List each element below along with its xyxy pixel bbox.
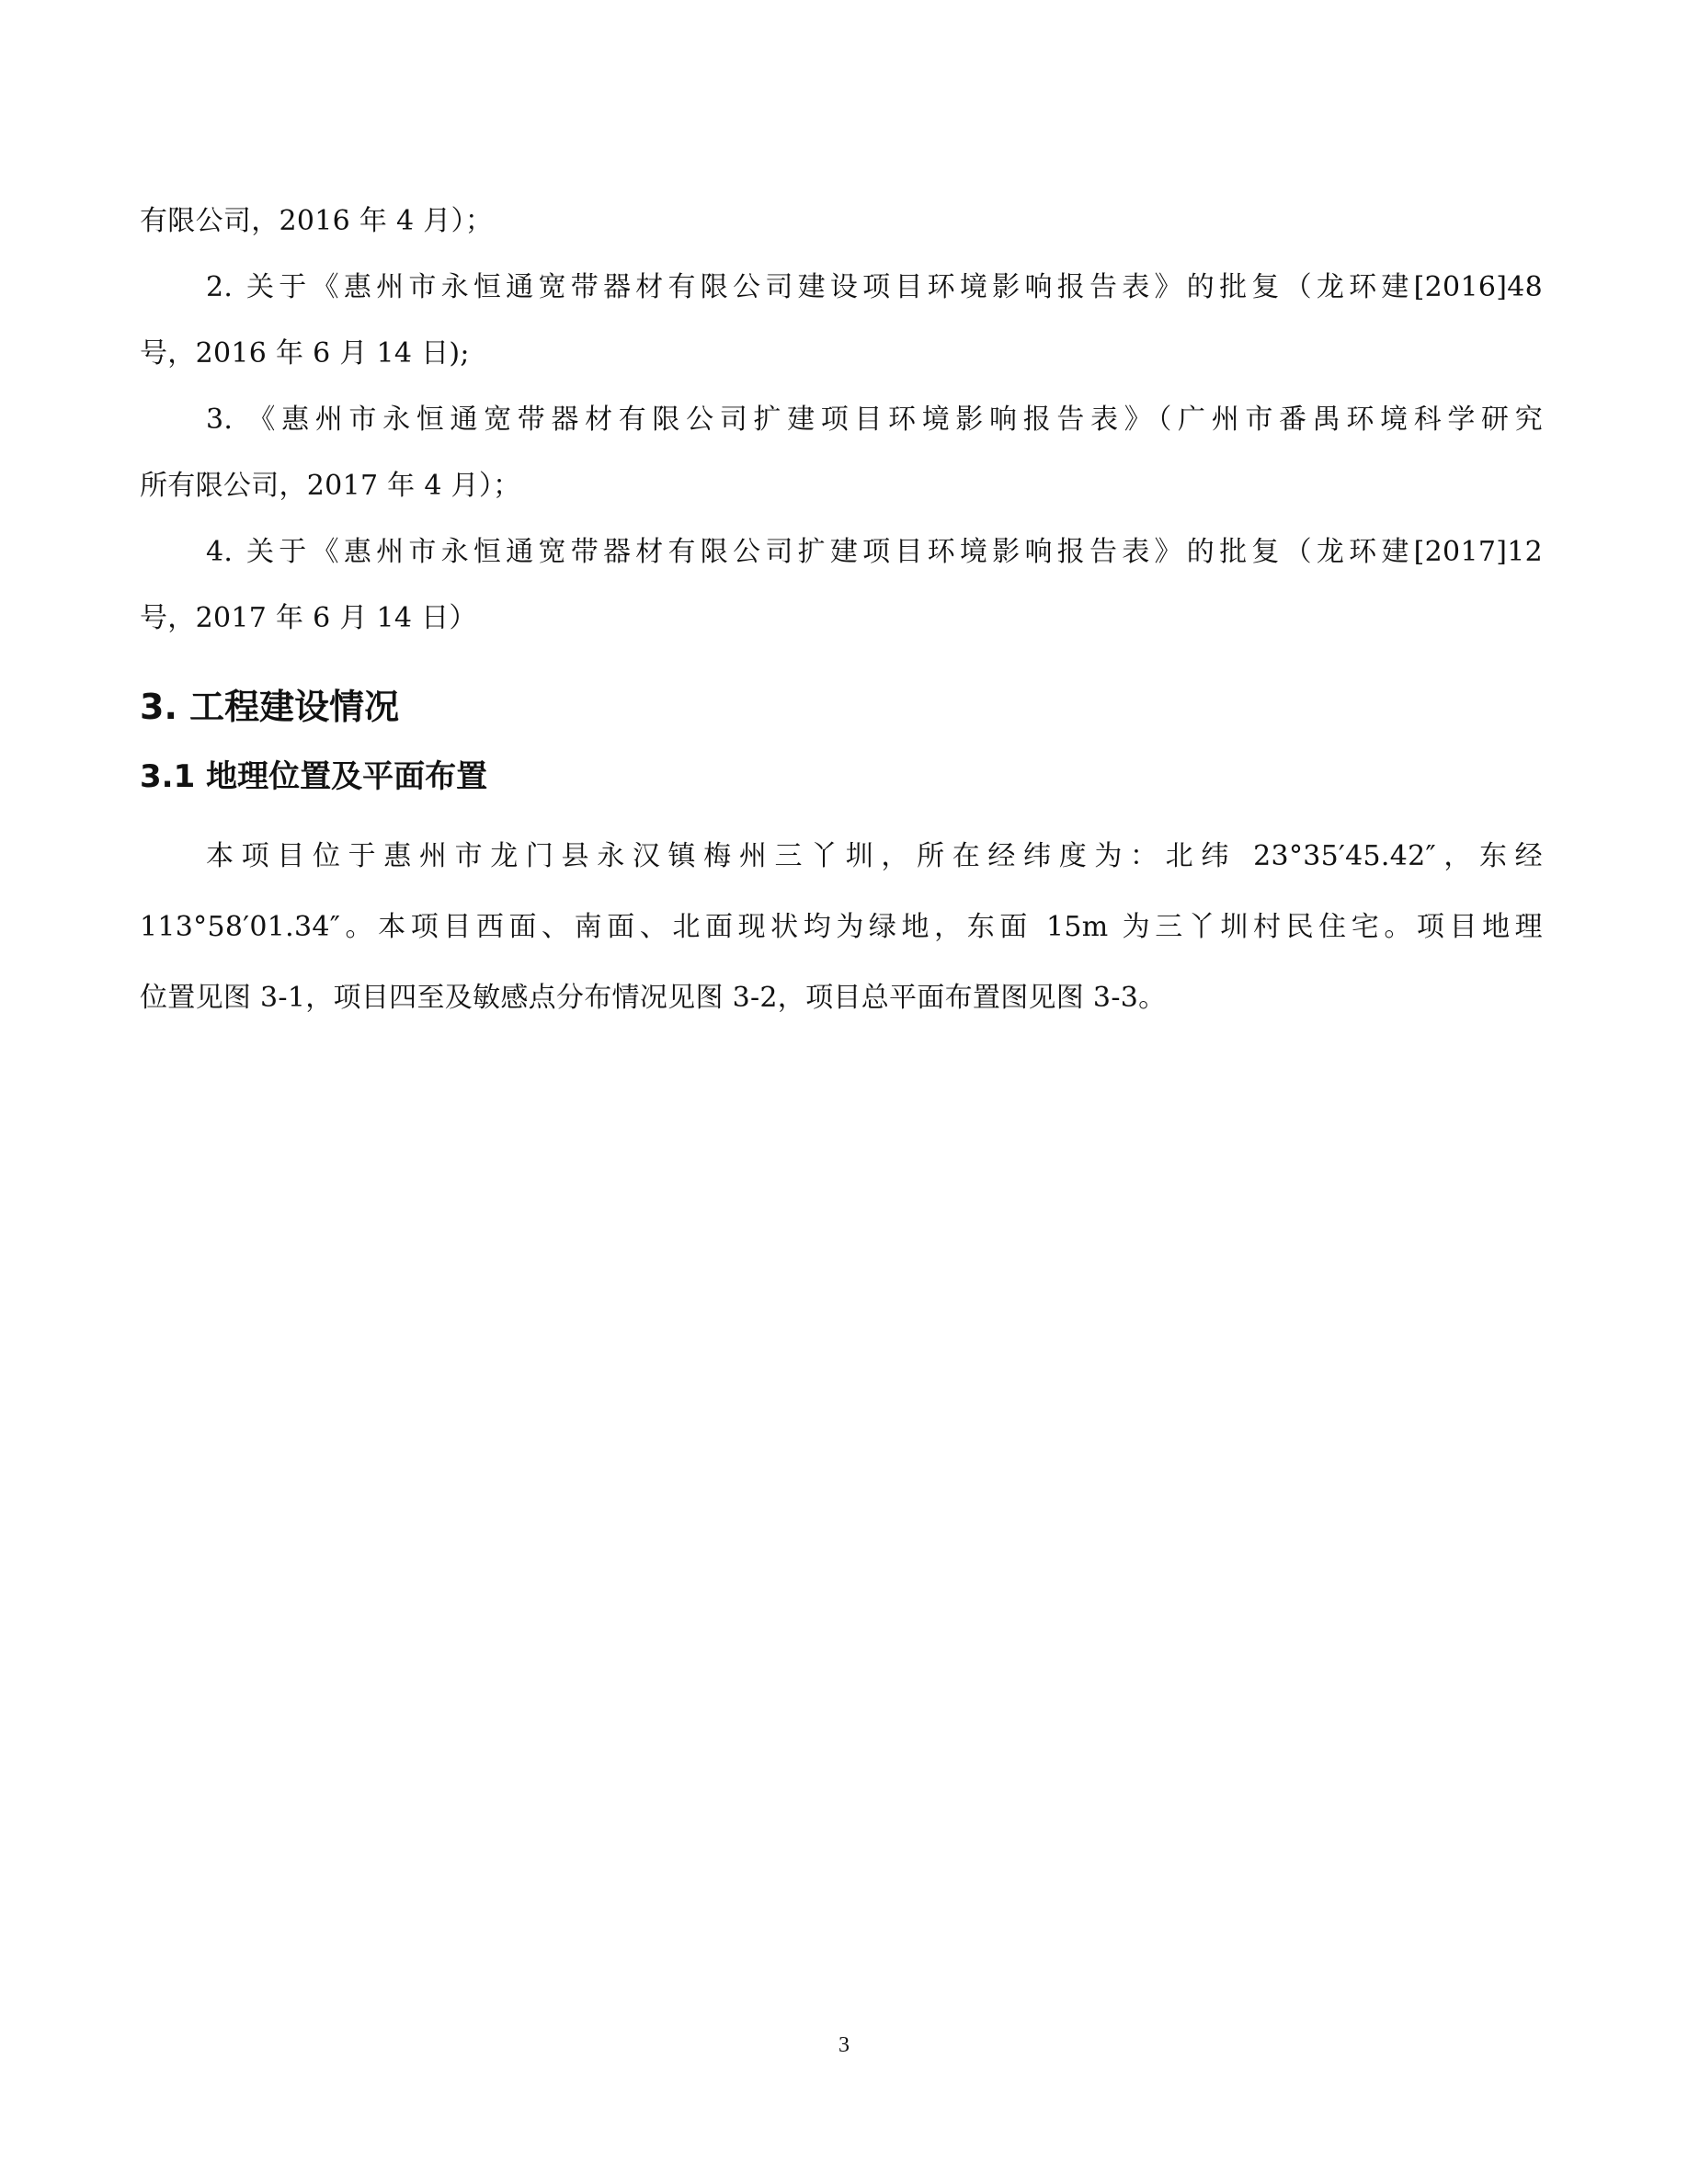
section-heading: 3. 工程建设情况 [140,687,400,727]
page-content [140,188,1543,1033]
paragraph-line-2: 113°58′01.34″。本项目西面、南面、北面现状均为绿地，东面 15m 为三丫圳村民住宅。项目地理 [140,911,1543,943]
paragraph-line-3: 位置见图 3-1，项目四至及敏感点分布情况见图 3-2，项目总平面布置图见图 3-3。 [140,982,1167,1014]
location-paragraph [140,821,1543,1033]
reference-item-2-line-1: 2. 关于《惠州市永恒通宽带器材有限公司建设项目环境影响报告表》的批复（龙环建[2016]48 [206,271,1543,303]
reference-item-4-line-1: 4. 关于《惠州市永恒通宽带器材有限公司扩建项目环境影响报告表》的批复（龙环建[2017]12 [206,536,1543,568]
reference-item-4-line-2: 号，2017 年 6 月 14 日） [140,602,477,634]
page-number: 3 [838,2033,850,2057]
reference-item-2-line-2: 号，2016 年 6 月 14 日); [140,337,470,370]
reference-continuation: 有限公司，2016 年 4 月）； [140,205,494,237]
paragraph-line-1: 本项目位于惠州市龙门县永汉镇梅州三丫圳，所在经纬度为：北纬 23°35′45.42″，东经 [206,840,1543,872]
subsection-heading: 3.1 地理位置及平面布置 [140,758,488,795]
reference-item-3-line-2: 所有限公司，2017 年 4 月）； [140,470,521,502]
reference-item-3-line-1: 3. 《惠州市永恒通宽带器材有限公司扩建项目环境影响报告表》（广州市番禺环境科学研究 [206,404,1543,436]
